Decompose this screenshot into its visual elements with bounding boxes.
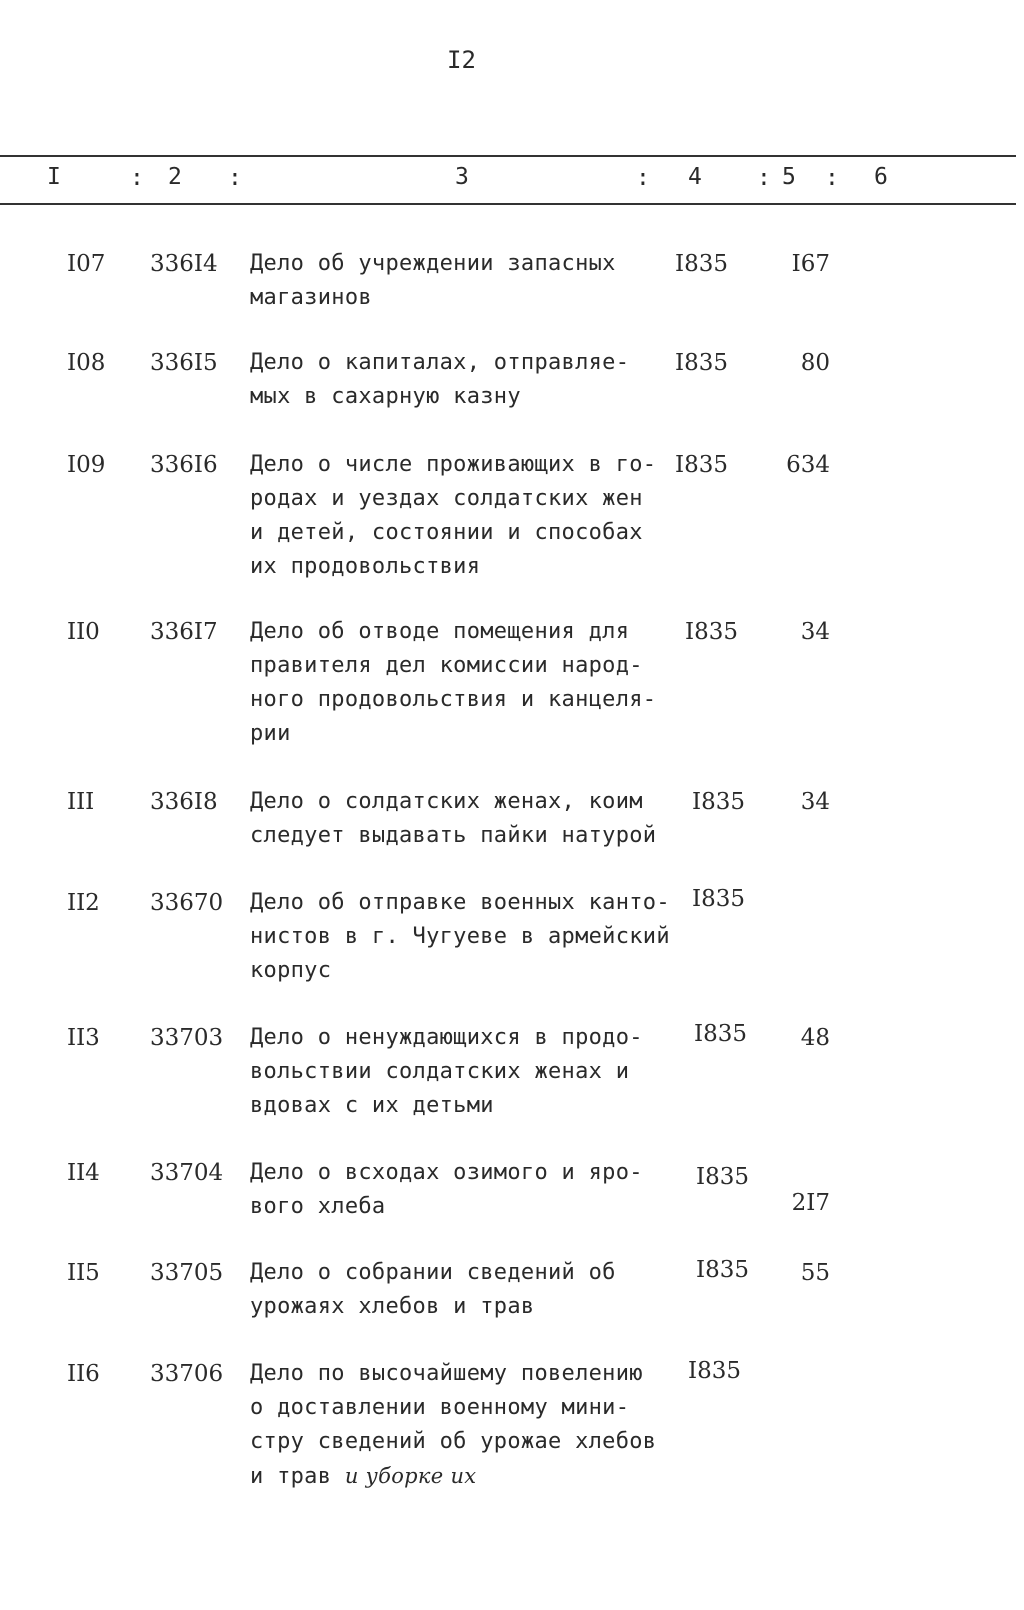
header-col-6: 6: [874, 164, 888, 190]
header-separator: :: [130, 165, 144, 191]
entry-title: Дело о числе проживающих в го- родах и уездах солдатских жен и детей, состоянии и способах их продовольствия: [250, 452, 657, 579]
entry-code: 33706: [150, 1361, 224, 1387]
entry-title: Дело об учреждении запасных магазинов: [250, 251, 616, 310]
entry-year: I835: [694, 1021, 747, 1047]
header-col-5: 5: [782, 164, 796, 190]
entry-year: I835: [696, 1164, 749, 1190]
header-rule-top: [0, 155, 1016, 157]
entry-sheets: 48: [800, 1025, 830, 1051]
entry-code: 33704: [150, 1160, 224, 1186]
entry-code: 336I6: [150, 452, 218, 478]
entry-title: Дело о собрании сведений об урожаях хлебов и трав: [250, 1260, 616, 1319]
header-separator: :: [757, 165, 771, 191]
entry-title: [250, 1357, 680, 1494]
entry-year: I835: [688, 1358, 741, 1384]
header-col-2: 2: [168, 164, 182, 190]
entry-year: I835: [692, 886, 745, 912]
entry-year: I835: [675, 251, 728, 277]
entry-number: II6: [67, 1361, 100, 1387]
header-separator: :: [228, 165, 242, 191]
entry-title: Дело о солдатских женах, коим следует выдавать пайки натурой: [250, 789, 657, 848]
entry-number: I09: [67, 452, 106, 478]
entry-number: I07: [67, 251, 106, 277]
entry-number: II4: [67, 1160, 100, 1186]
entry-title: Дело о всходах озимого и яро- вого хлеба: [250, 1160, 643, 1219]
entry-code: 336I4: [150, 251, 218, 277]
entry-year: I835: [675, 452, 728, 478]
entry-sheets: I67: [791, 251, 830, 277]
page-number: I2: [447, 46, 476, 74]
header-separator: :: [825, 165, 839, 191]
entry-code: 33670: [150, 890, 224, 916]
entry-title-text: Дело по высочайшему повелению о доставлении военному мини- стру сведений об урожае хлебов и трав: [250, 1361, 657, 1489]
header-separator: :: [636, 165, 650, 191]
entry-title: Дело об отводе помещения для правителя дел комиссии народ- ного продовольствия и канцеля- рии: [250, 619, 657, 746]
header-rule-bottom: [0, 203, 1016, 205]
entry-sheets: 634: [786, 452, 830, 478]
header-col-3: 3: [455, 164, 469, 190]
entry-title: Дело об отправке военных канто- нистов в г. Чугуеве в армейский корпус: [250, 890, 670, 983]
entry-year: I835: [692, 789, 745, 815]
entry-number: II3: [67, 1025, 100, 1051]
entry-number: II0: [67, 619, 100, 645]
entry-number: II5: [67, 1260, 100, 1286]
entry-year: I835: [685, 619, 738, 645]
handwritten-note: и уборке их: [344, 1464, 477, 1488]
entry-code: 336I7: [150, 619, 218, 645]
entry-number: III: [67, 789, 95, 815]
entry-code: 336I5: [150, 350, 218, 376]
entry-sheets: 34: [800, 619, 830, 645]
entry-sheets: 34: [800, 789, 830, 815]
header-col-4: 4: [688, 164, 702, 190]
entry-number: II2: [67, 890, 100, 916]
entry-title: Дело о ненуждающихся в продо- вольствии солдатских женах и вдовах с их детьми: [250, 1025, 643, 1118]
entry-code: 33703: [150, 1025, 224, 1051]
entry-sheets: 55: [800, 1260, 830, 1286]
header-col-1: I: [47, 164, 61, 190]
entry-year: I835: [675, 350, 728, 376]
entry-year: I835: [696, 1257, 749, 1283]
entry-title: Дело о капиталах, отправляе- мых в сахарную казну: [250, 350, 630, 409]
entry-code: 336I8: [150, 789, 218, 815]
entry-sheets: 80: [800, 350, 830, 376]
entry-sheets: 2I7: [791, 1190, 830, 1216]
entry-code: 33705: [150, 1260, 224, 1286]
entry-number: I08: [67, 350, 106, 376]
